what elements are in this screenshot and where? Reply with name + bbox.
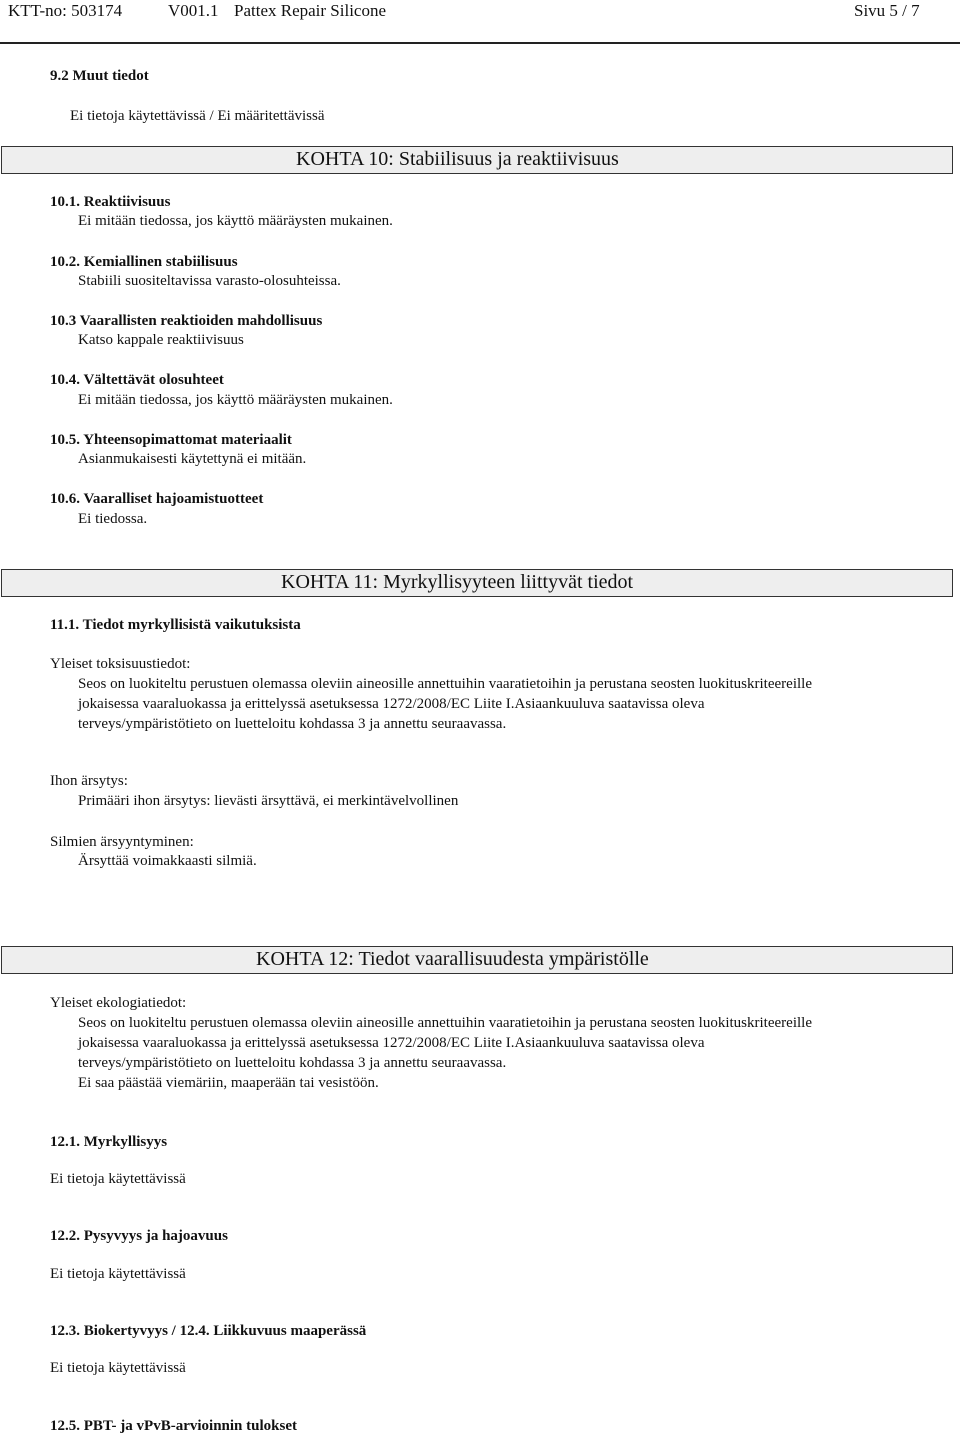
ecology-general-line-2: jokaisessa vaaraluokassa ja erittelyssä asetuksessa 1272/2008/EC Liite I.Asiaankuuluva saatavissa oleva — [78, 1035, 705, 1051]
section-12-2-heading: 12.2. Pysyvyys ja hajoavuus — [50, 1228, 228, 1244]
header-product-name: Pattex Repair Silicone — [234, 1, 387, 20]
section-10-4-text: Ei mitään tiedossa, jos käyttö määräysten mukainen. — [78, 392, 393, 408]
section-10-3-text: Katso kappale reaktiivisuus — [78, 332, 244, 348]
section-12-banner — [1, 946, 953, 974]
section-10-6-heading: 10.6. Vaaralliset hajoamistuotteet — [50, 491, 264, 507]
section-10-banner — [1, 146, 953, 174]
ecology-general-line-1: Seos on luokiteltu perustuen olemassa oleviin aineosille annettuihin vaaratietoihin ja perustana seosten luokituskriteereille — [78, 1015, 812, 1031]
toxicity-general-label: Yleiset toksisuustiedot: — [50, 656, 191, 672]
section-10-1-text: Ei mitään tiedossa, jos käyttö määräysten mukainen. — [78, 213, 393, 229]
section-11-1-heading: 11.1. Tiedot myrkyllisistä vaikutuksista — [50, 617, 301, 633]
section-12-3-text: Ei tietoja käytettävissä — [50, 1360, 186, 1376]
header-divider — [0, 42, 960, 44]
section-10-6-text: Ei tiedossa. — [78, 511, 148, 527]
section-10-1-heading: 10.1. Reaktiivisuus — [50, 194, 171, 210]
toxicity-general-line-2: jokaisessa vaaraluokassa ja erittelyssä asetuksessa 1272/2008/EC Liite I.Asiaankuuluva saatavissa oleva — [78, 696, 705, 712]
ecology-general-line-3: terveys/ympäristötieto on luetteloitu kohdassa 3 ja annettu seuraavassa. — [78, 1055, 507, 1071]
section-10-5-text: Asianmukaisesti käytettynä ei mitään. — [78, 451, 307, 467]
header-version: V001.1 — [168, 1, 219, 20]
section-12-2-text: Ei tietoja käytettävissä — [50, 1266, 186, 1282]
header-doc-id: KTT-no: 503174 — [8, 1, 123, 20]
section-9-2-heading: 9.2 Muut tiedot — [50, 68, 149, 84]
skin-irritation-text: Primääri ihon ärsytys: lievästi ärsyttävä, ei merkintävelvollinen — [78, 793, 459, 809]
eye-irritation-text: Ärsyttää voimakkaasti silmiä. — [78, 853, 257, 869]
skin-irritation-label: Ihon ärsytys: — [50, 773, 128, 789]
eye-irritation-label: Silmien ärsyyntyminen: — [50, 834, 194, 850]
section-12-1-text: Ei tietoja käytettävissä — [50, 1171, 186, 1187]
section-12-title: KOHTA 12: Tiedot vaarallisuudesta ympäristölle — [256, 948, 649, 970]
section-10-4-heading: 10.4. Vältettävät olosuhteet — [50, 372, 224, 388]
section-10-5-heading: 10.5. Yhteensopimattomat materiaalit — [50, 432, 292, 448]
section-10-2-text: Stabiili suositeltavissa varasto-olosuhteissa. — [78, 273, 341, 289]
section-12-1-heading: 12.1. Myrkyllisyys — [50, 1134, 168, 1150]
toxicity-general-line-3: terveys/ympäristötieto on luetteloitu kohdassa 3 ja annettu seuraavassa. — [78, 716, 507, 732]
ecology-general-label: Yleiset ekologiatiedot: — [50, 995, 187, 1011]
header-page-number: Sivu 5 / 7 — [854, 1, 920, 20]
section-12-3-heading: 12.3. Biokertyvyys / 12.4. Liikkuvuus maaperässä — [50, 1323, 367, 1339]
section-10-3-heading: 10.3 Vaarallisten reaktioiden mahdollisuus — [50, 313, 323, 329]
ecology-general-line-4: Ei saa päästää viemäriin, maaperään tai vesistöön. — [78, 1075, 379, 1091]
section-10-title: KOHTA 10: Stabiilisuus ja reaktiivisuus — [296, 148, 619, 170]
section-9-2-text: Ei tietoja käytettävissä / Ei määritettävissä — [70, 108, 325, 124]
section-11-banner — [1, 569, 953, 597]
toxicity-general-line-1: Seos on luokiteltu perustuen olemassa oleviin aineosille annettuihin vaaratietoihin ja perustana seosten luokituskriteereille — [78, 676, 812, 692]
section-12-5-heading: 12.5. PBT- ja vPvB-arvioinnin tulokset — [50, 1418, 297, 1434]
section-10-2-heading: 10.2. Kemiallinen stabiilisuus — [50, 254, 238, 270]
section-11-title: KOHTA 11: Myrkyllisyyteen liittyvät tiedot — [281, 571, 634, 593]
